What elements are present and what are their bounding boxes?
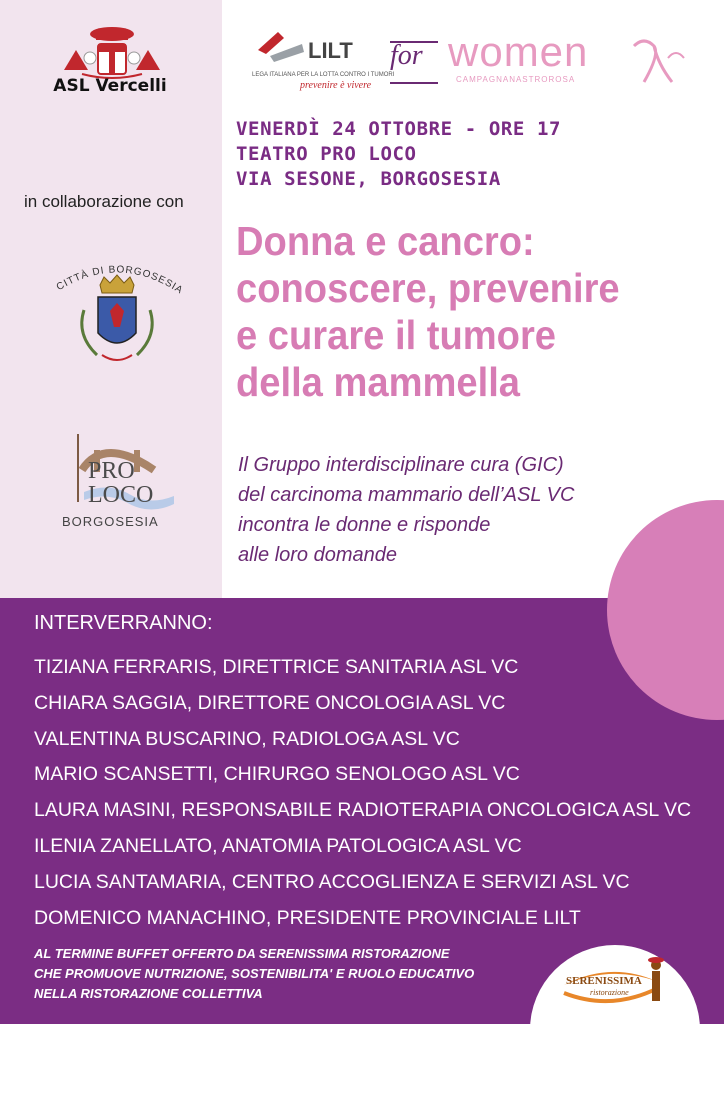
headline — [236, 218, 721, 406]
headline-line-3: e curare il tumore — [236, 312, 556, 358]
lilt-name: LILT — [308, 38, 353, 63]
buffet-note — [34, 944, 474, 1004]
for-bottom-line — [390, 82, 438, 84]
buffet-note-line-2: CHE PROMUOVE NUTRIZIONE, SOSTENIBILITA' E RUOLO EDUCATIVO — [34, 966, 475, 981]
speakers-list — [34, 650, 691, 936]
collaboration-label: in collaborazione con — [24, 192, 184, 211]
proloco-line3: BORGOSESIA — [62, 514, 159, 529]
speaker-item: LUCIA SANTAMARIA, CENTRO ACCOGLIENZA E SERVIZI ASL VC — [34, 870, 630, 893]
subtitle — [238, 450, 574, 570]
speaker-item: VALENTINA BUSCARINO, RADIOLOGA ASL VC — [34, 727, 460, 750]
for-text: for — [390, 40, 423, 71]
event-date: VENERDÌ 24 OTTOBRE - ORE 17 — [236, 118, 562, 140]
speaker-item: ILENIA ZANELLATO, ANATOMIA PATOLOGICA ASL VC — [34, 834, 522, 857]
speakers-title: INTERVERRANNO: — [34, 612, 213, 634]
subtitle-line-4: alle loro domande — [238, 544, 397, 566]
subtitle-line-2: del carcinoma mammario dell’ASL VC — [238, 484, 575, 506]
buffet-note-line-3: NELLA RISTORAZIONE COLLETTIVA — [34, 986, 263, 1001]
campaign-text: CAMPAGNANASTROROSA — [456, 75, 576, 84]
proloco-logo-icon — [54, 430, 184, 530]
lilt-slogan: prevenire è vivere — [300, 80, 372, 91]
headline-line-4: della mammella — [236, 359, 521, 405]
speaker-item: LAURA MASINI, RESPONSABILE RADIOTERAPIA ONCOLOGICA ASL VC — [34, 799, 692, 822]
event-info — [236, 117, 561, 192]
event-venue: TEATRO PRO LOCO — [236, 143, 417, 165]
borgosesia-coat-of-arms-icon — [42, 255, 192, 385]
buffet-note-line-1: AL TERMINE BUFFET OFFERTO DA SERENISSIMA RISTORAZIONE — [34, 946, 450, 961]
asl-vercelli-name: ASL Vercelli — [53, 76, 167, 96]
proloco-line1: PRO — [88, 458, 135, 484]
sponsor-subtitle: ristorazione — [590, 988, 629, 997]
speaker-item: TIZIANA FERRARIS, DIRETTRICE SANITARIA ASL VC — [34, 656, 519, 678]
subtitle-line-3: incontra le donne e risponde — [238, 514, 491, 536]
borgosesia-arc-text: CITTÀ DI BORGOSESIA — [54, 264, 186, 297]
event-address: VIA SESONE, BORGOSESIA — [236, 168, 501, 190]
lilt-subtitle: LEGA ITALIANA PER LA LOTTA CONTRO I TUMORI — [252, 72, 395, 78]
speaker-item: CHIARA SAGGIA, DIRETTORE ONCOLOGIA ASL VC — [34, 691, 506, 714]
women-text: women — [448, 28, 589, 75]
speaker-item: DOMENICO MANACHINO, PRESIDENTE PROVINCIALE LILT — [34, 906, 581, 929]
speaker-item: MARIO SCANSETTI, CHIRURGO SENOLOGO ASL VC — [34, 763, 520, 786]
proloco-logo — [54, 430, 184, 530]
subtitle-line-1: Il Gruppo interdisciplinare cura (GIC) — [238, 454, 564, 476]
headline-line-2: conoscere, prevenire — [236, 265, 620, 311]
proloco-line2: LOCO — [88, 482, 154, 508]
sponsor-name: SERENISSIMA — [566, 975, 642, 987]
headline-line-1: Donna e cancro: — [236, 218, 535, 264]
pink-ribbon-icon — [614, 38, 690, 88]
